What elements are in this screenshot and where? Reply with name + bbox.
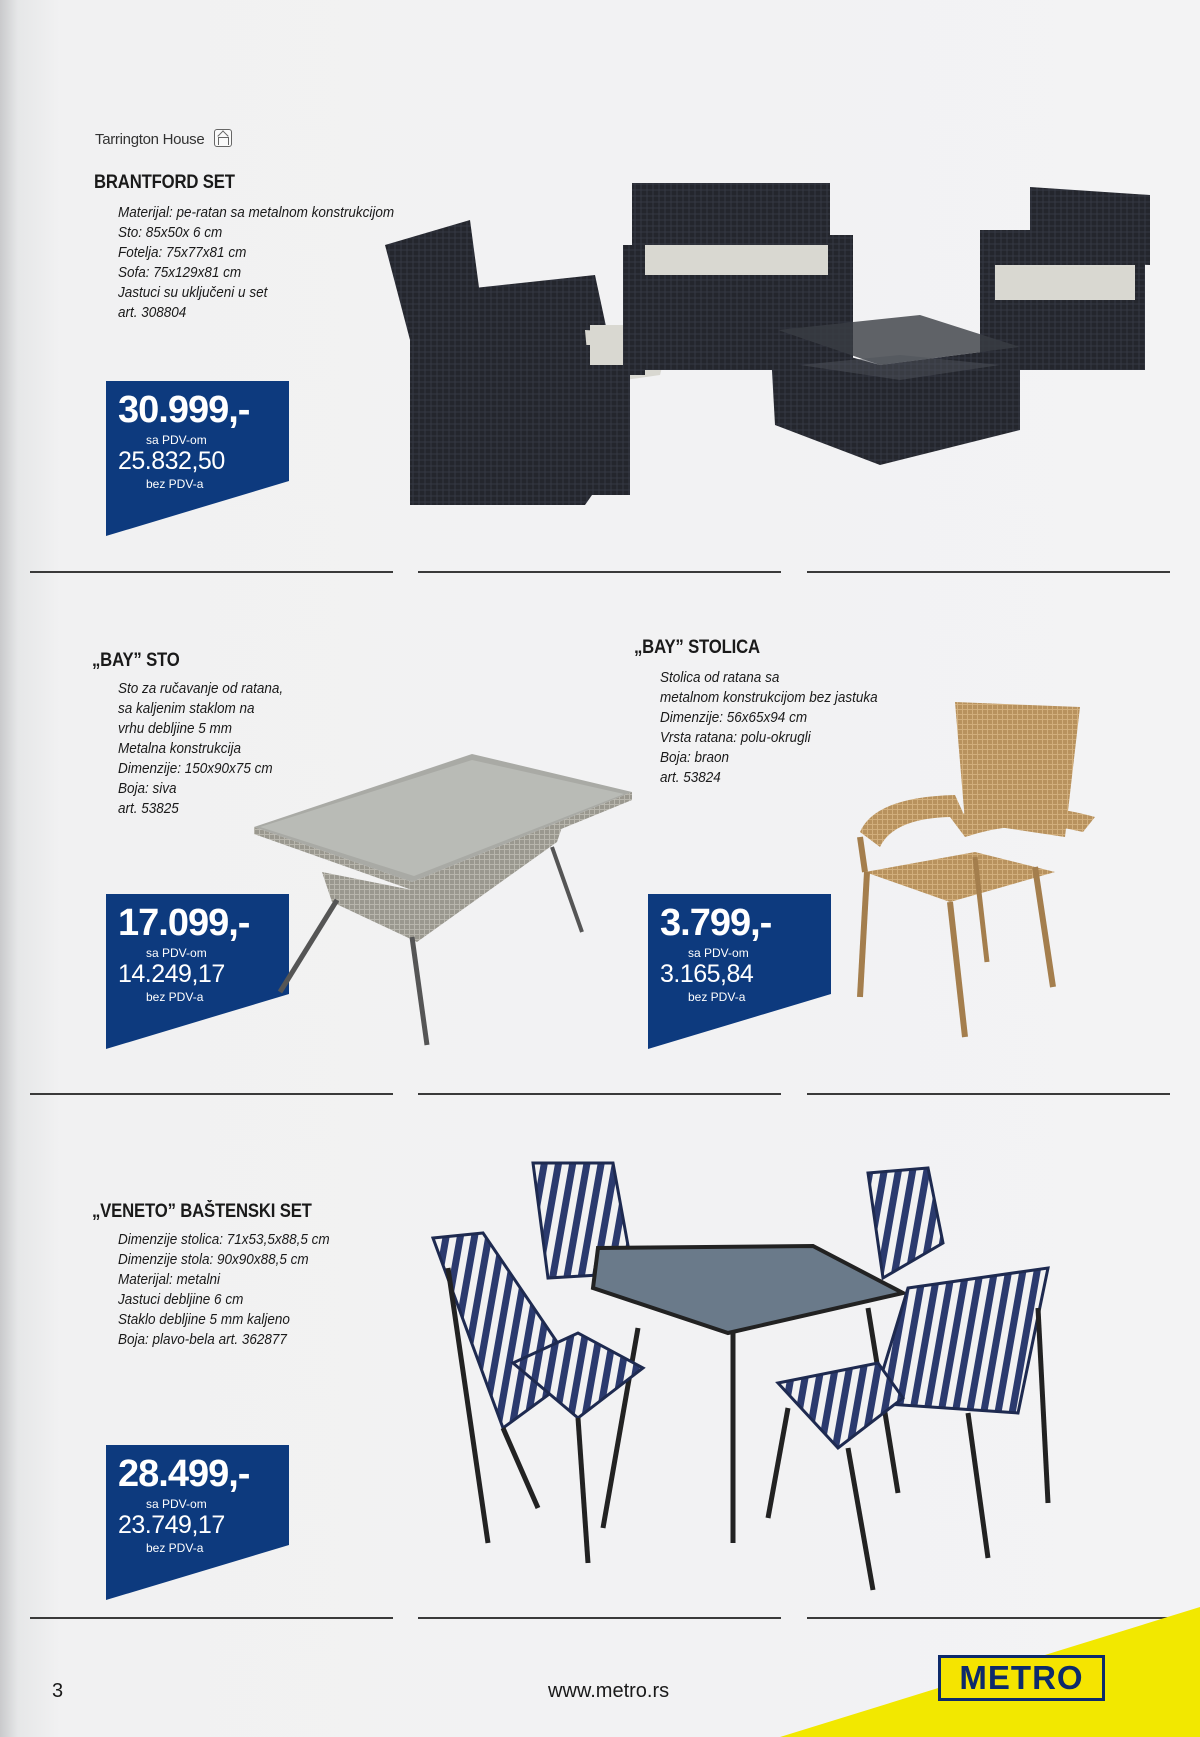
price-tag <box>106 381 291 536</box>
spec-line: sa kaljenim staklom na <box>118 700 255 717</box>
spec-line: Materijal: pe-ratan sa metalnom konstrukcijom <box>118 204 395 221</box>
price-vat-label: sa PDV-om <box>146 1497 207 1511</box>
price-net-label: bez PDV-a <box>146 1541 204 1555</box>
bay-table-image <box>252 752 637 1047</box>
price-gross: 30.999,- <box>118 389 250 431</box>
divider <box>807 1093 1170 1095</box>
spec-line: Dimenzije: 150x90x75 cm <box>118 760 273 777</box>
tarrington-house-icon <box>214 129 232 147</box>
divider <box>30 1093 393 1095</box>
price-net-label: bez PDV-a <box>688 990 746 1004</box>
spec-line: Dimenzije: 56x65x94 cm <box>660 709 808 726</box>
price-gross: 17.099,- <box>118 902 250 944</box>
spec-line: Metalna konstrukcija <box>118 740 242 757</box>
product-specs <box>118 1230 330 1350</box>
spec-line: Boja: braon <box>660 749 730 766</box>
product-title: „BAY” STO <box>92 650 180 671</box>
price-gross: 28.499,- <box>118 1453 250 1495</box>
price-tag <box>648 894 833 1049</box>
spec-line: Dimenzije stola: 90x90x88,5 cm <box>118 1251 309 1268</box>
brand-line <box>95 129 232 148</box>
spec-line: Sto za ručavanje od ratana, <box>118 680 284 697</box>
spec-line: Vrsta ratana: polu-okrugli <box>660 729 811 746</box>
bay-chair-image <box>855 697 1095 1042</box>
spec-line: Boja: siva <box>118 780 177 797</box>
brantford-set-image <box>380 175 1170 525</box>
divider <box>30 1617 393 1619</box>
page-number: 3 <box>52 1680 64 1702</box>
product-title: „VENETO” BAŠTENSKI SET <box>92 1201 312 1222</box>
spec-line: Jastuci su uključeni u set <box>118 284 268 301</box>
price-gross: 3.799,- <box>660 902 772 944</box>
spec-line: art. 308804 <box>118 304 187 321</box>
price-vat-label: sa PDV-om <box>146 433 207 447</box>
price-vat-label: sa PDV-om <box>146 946 207 960</box>
spec-line: metalnom konstrukcijom bez jastuka <box>660 689 878 706</box>
product-title: „BAY” STOLICA <box>634 637 760 658</box>
divider <box>418 1093 781 1095</box>
price-net: 23.749,17 <box>118 1511 225 1539</box>
divider <box>807 571 1170 573</box>
price-net: 3.165,84 <box>660 960 754 988</box>
spec-line: art. 53824 <box>660 769 721 786</box>
divider <box>30 571 393 573</box>
spec-line: art. 53825 <box>118 800 179 817</box>
price-tag <box>106 1445 291 1600</box>
logo-text: METRO <box>959 1659 1084 1696</box>
spec-line: Staklo debljine 5 mm kaljeno <box>118 1311 290 1328</box>
brand-name: Tarrington House <box>95 131 205 148</box>
spec-line: Sofa: 75x129x81 cm <box>118 264 242 281</box>
product-specs <box>660 668 878 788</box>
veneto-set-image <box>428 1158 1063 1593</box>
divider <box>418 571 781 573</box>
spec-line: Boja: plavo-bela art. 362877 <box>118 1331 287 1348</box>
divider <box>418 1617 781 1619</box>
product-specs <box>118 203 394 323</box>
price-net: 25.832,50 <box>118 447 225 475</box>
spec-line: vrhu debljine 5 mm <box>118 720 233 737</box>
price-vat-label: sa PDV-om <box>688 946 749 960</box>
spec-line: Stolica od ratana sa <box>660 669 780 686</box>
website-link[interactable]: www.metro.rs <box>548 1680 670 1702</box>
product-title: BRANTFORD SET <box>94 172 235 193</box>
spec-line: Jastuci debljine 6 cm <box>118 1291 244 1308</box>
price-net-label: bez PDV-a <box>146 990 204 1004</box>
spec-line: Sto: 85x50x 6 cm <box>118 224 223 241</box>
metro-logo <box>938 1655 1105 1701</box>
spec-line: Fotelja: 75x77x81 cm <box>118 244 247 261</box>
spec-line: Materijal: metalni <box>118 1271 221 1288</box>
spec-line: Dimenzije stolica: 71x53,5x88,5 cm <box>118 1231 330 1248</box>
price-net: 14.249,17 <box>118 960 225 988</box>
price-net-label: bez PDV-a <box>146 477 204 491</box>
